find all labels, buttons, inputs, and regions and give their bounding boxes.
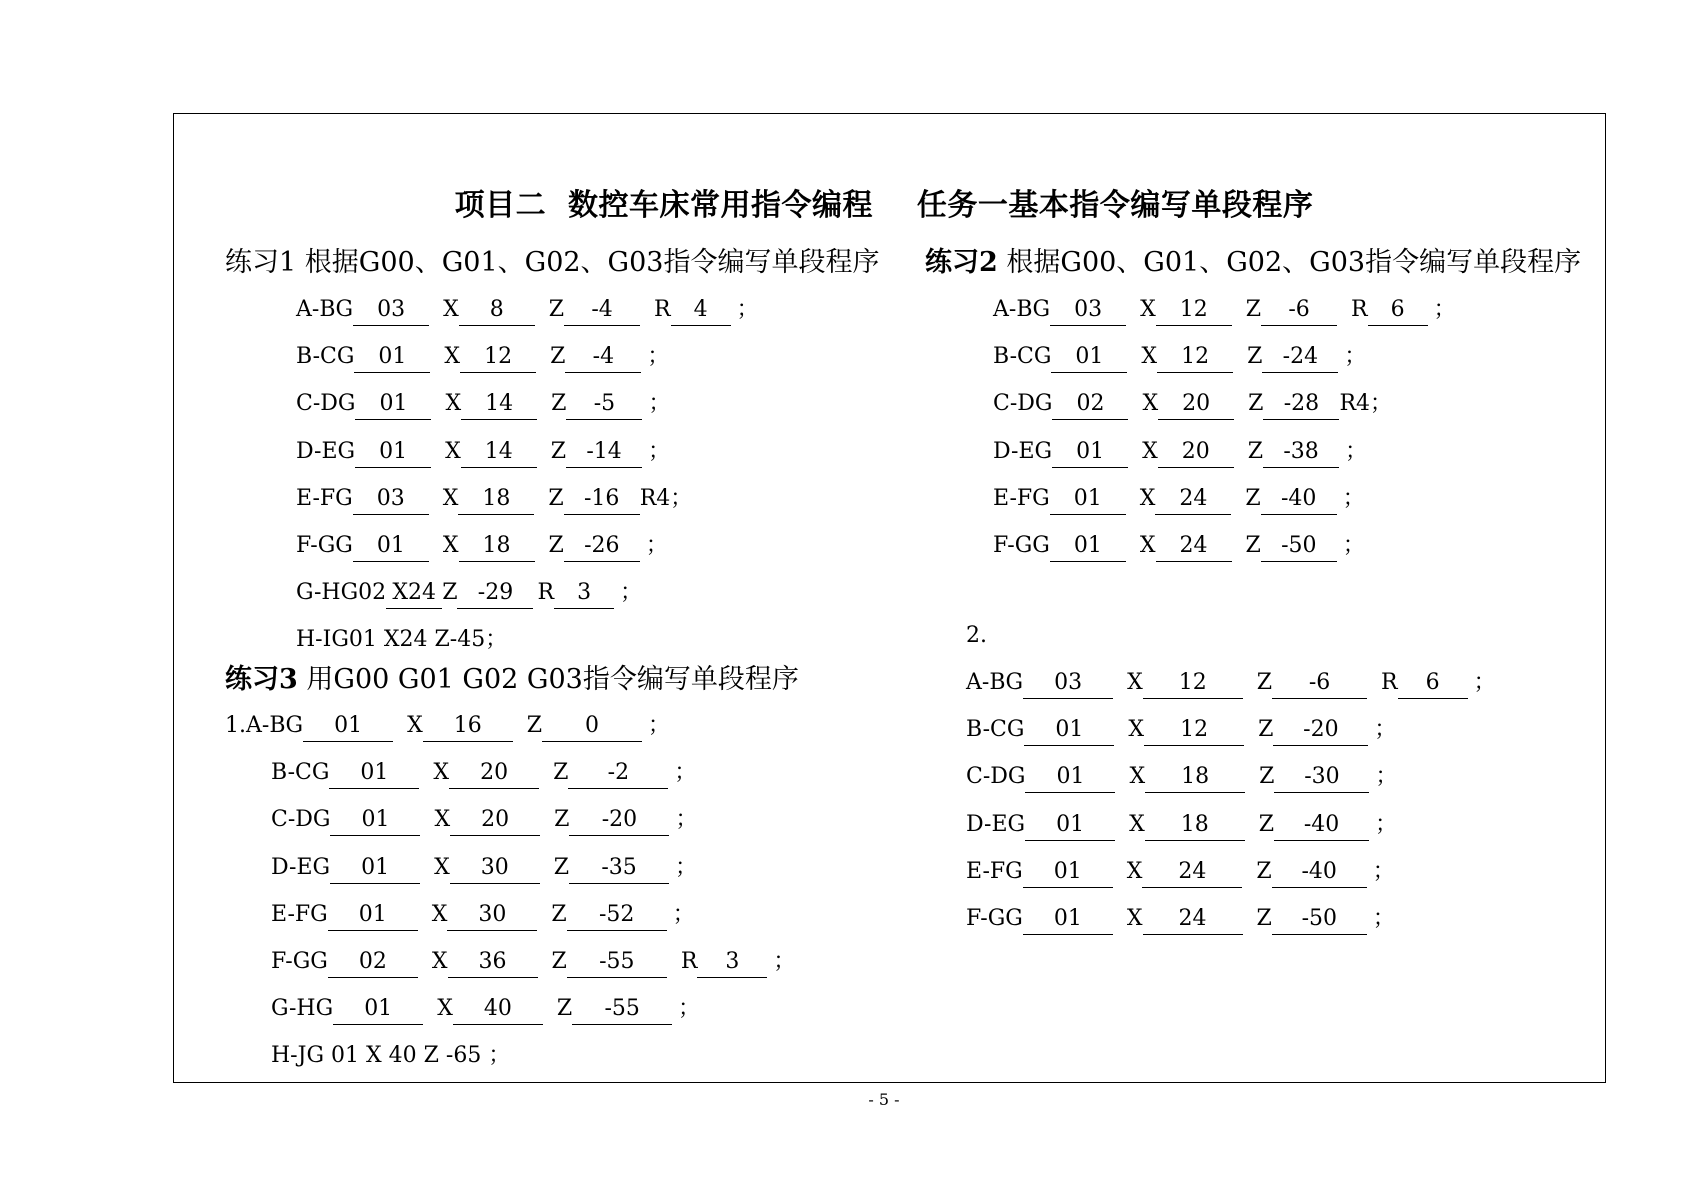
g-value: 03: [353, 484, 429, 515]
g-value: 01: [333, 994, 423, 1025]
exercise-number: 1.: [225, 713, 246, 738]
g-label: G: [1006, 717, 1025, 743]
line-tail: R4；: [1339, 391, 1393, 417]
x-label: X: [1126, 858, 1143, 884]
g-code: G02: [340, 580, 387, 606]
z-label: Z: [551, 949, 567, 974]
z-label: Z: [553, 854, 570, 880]
line-end: ；: [675, 807, 698, 833]
ex1-desc: 根据G00、G01、G02、G03指令编写单段程序: [296, 247, 880, 278]
line-end: ；: [645, 533, 668, 558]
x-label: X: [445, 391, 462, 417]
z-value: -40: [1274, 810, 1369, 841]
g-label: G: [1005, 670, 1024, 695]
segment-label: C-D: [296, 391, 338, 417]
g-label: G: [1034, 391, 1053, 417]
line-end: ；: [647, 344, 670, 370]
segment-label: D-E: [271, 854, 313, 880]
segment-label: E-F: [966, 858, 1006, 884]
z-label: Z: [1258, 811, 1275, 837]
z-label: Z: [554, 807, 570, 833]
z-value: -52: [567, 900, 667, 931]
x-label: X: [445, 438, 461, 464]
program-line: [296, 437, 670, 468]
g-label: G: [1033, 344, 1052, 370]
z-label: Z: [1248, 391, 1264, 417]
segment-label: F-G: [296, 533, 336, 558]
z-value: -16: [564, 484, 640, 515]
z-value: -40: [1261, 484, 1337, 515]
program-line: [271, 1041, 510, 1071]
z-label: Z: [551, 391, 567, 417]
z-label: Z: [548, 485, 564, 511]
x-label: X: [444, 344, 461, 370]
ex3-desc: 用G00 G01 G02 G03指令编写单段程序: [297, 664, 799, 695]
x-value: 16: [423, 711, 513, 742]
z-value: -4: [565, 342, 641, 373]
z-value: -26: [564, 531, 640, 562]
g-value: 03: [1023, 668, 1113, 699]
segment-label: D-E: [993, 438, 1035, 464]
x-value: 18: [1145, 762, 1245, 793]
line-end: ；: [1342, 485, 1365, 511]
x-value: 30: [450, 853, 540, 884]
x-label: X: [434, 807, 451, 833]
program-line: [296, 342, 669, 373]
z-value: -40: [1272, 857, 1367, 888]
line-end: ；: [648, 713, 671, 738]
x-label: X: [1129, 811, 1145, 837]
segment-label: E-F: [271, 901, 311, 927]
x-label: X: [1128, 717, 1145, 743]
z-value: -14: [566, 437, 642, 468]
z-value: -50: [1272, 904, 1367, 935]
program-line: [966, 810, 1397, 841]
z-value: -6: [1272, 668, 1367, 699]
g-value: 01: [1051, 342, 1127, 373]
segment-label: C-D: [993, 391, 1035, 417]
g-value: 01: [329, 758, 419, 789]
program-line: [296, 531, 668, 562]
x-label: X: [443, 297, 459, 322]
g-value: 01: [1050, 484, 1126, 515]
line-end: ；: [620, 580, 643, 606]
g-value: 01: [1023, 904, 1113, 935]
line-end: ；: [648, 438, 671, 464]
x-value: 24: [1155, 484, 1231, 515]
program-line: [271, 994, 700, 1025]
segment-label: F-G: [993, 533, 1033, 558]
segment-label: E-F: [993, 485, 1033, 511]
z-label: Z: [548, 533, 564, 558]
line-end: ；: [675, 854, 698, 880]
g-value: 01: [328, 900, 418, 931]
r-label: R: [537, 580, 555, 606]
x-value: 14: [461, 389, 537, 420]
line-end: ；: [1372, 858, 1395, 884]
z-label: Z: [1247, 344, 1263, 370]
segment-label: E-F: [296, 485, 336, 511]
z-label: Z: [1258, 717, 1274, 743]
x-label: X: [1127, 670, 1143, 695]
x-value: 8: [459, 295, 535, 326]
g-value: 01: [1052, 437, 1128, 468]
g-value: 01: [330, 805, 420, 836]
r-value: 3: [554, 578, 614, 609]
x-value: 24: [1143, 904, 1243, 935]
z-label: Z: [1256, 906, 1272, 931]
x-label: X: [1126, 906, 1143, 931]
x-label: X: [442, 533, 459, 558]
r-value: 6: [1368, 295, 1428, 326]
program-line: [271, 900, 695, 931]
line-end: ；: [1345, 438, 1368, 464]
segment-label: G-H: [271, 996, 316, 1022]
x-value: 12: [1143, 668, 1243, 699]
z-value: -55: [567, 947, 667, 978]
line-end: ；: [1374, 717, 1397, 743]
segment-label: B-C: [271, 760, 312, 786]
g-label: G: [285, 713, 304, 738]
r-value: 6: [1398, 668, 1468, 699]
x-label: X: [431, 901, 448, 927]
program-line: [966, 857, 1395, 888]
z-value: -24: [1262, 342, 1338, 373]
g-label: G: [337, 391, 356, 417]
z-label: Z: [553, 760, 569, 786]
g-label: G: [335, 533, 353, 558]
x-value: 40: [453, 994, 543, 1025]
ex3-label: 练习3: [225, 664, 298, 695]
page-title: 项目二 数控车床常用指令编程 任务一基本指令编写单段程序: [454, 188, 1314, 223]
g-value: 03: [1050, 295, 1126, 326]
r-label: R: [680, 949, 698, 974]
g-value: 01: [330, 853, 420, 884]
plain-code: G01 X24 Z-45；: [331, 627, 508, 653]
g-label: G: [311, 760, 330, 786]
x-value: 20: [1158, 389, 1234, 420]
line-tail: R4；: [639, 485, 693, 511]
x-value: 30: [447, 900, 537, 931]
g-label: G: [1005, 906, 1023, 931]
x-value: 12: [460, 342, 536, 373]
line-end: ；: [672, 901, 695, 927]
z-label: Z: [526, 713, 543, 738]
x-label: X: [1141, 344, 1158, 370]
program-line: [296, 295, 759, 326]
ex1-label: 练习1: [225, 247, 297, 278]
g-value: 01: [355, 437, 431, 468]
program-line: [271, 947, 795, 978]
g-value: 01: [354, 342, 430, 373]
g-label: G: [312, 854, 331, 880]
segment-label: F-G: [966, 906, 1006, 931]
x-value: 24: [1142, 857, 1242, 888]
segment-label: D-E: [296, 438, 338, 464]
x-label: X: [442, 485, 459, 511]
ex2-label: 练习2: [925, 247, 998, 278]
z-label: Z: [551, 901, 567, 927]
program-line: [993, 437, 1367, 468]
x-value: 18: [1145, 810, 1245, 841]
g-label: G: [310, 901, 328, 927]
segment-label: D-E: [966, 811, 1008, 837]
g-label: G: [335, 297, 354, 322]
segment-label: A-B: [246, 713, 286, 738]
page-number: - 5 -: [868, 1090, 900, 1109]
segment-label: B-C: [296, 344, 337, 370]
z-value: -20: [1273, 715, 1368, 746]
r-label: R: [654, 297, 671, 322]
z-value: -29: [457, 578, 533, 609]
plain-code: G 01 X 40 Z -65 ；: [306, 1043, 511, 1069]
line-end: ；: [1375, 764, 1398, 790]
g-value: 03: [353, 295, 429, 326]
g-value: 01: [1050, 531, 1126, 562]
z-label: Z: [548, 297, 565, 322]
ex2-desc: 根据G00、G01、G02、G03指令编写单段程序: [997, 247, 1582, 278]
z-label: Z: [550, 438, 567, 464]
segment-label: C-D: [271, 807, 313, 833]
line-end: ；: [1372, 906, 1395, 931]
exercise-number-2: 2.: [966, 623, 987, 648]
segment-label: B-C: [993, 344, 1034, 370]
ex1-heading: [225, 240, 879, 279]
segment-label: A-B: [966, 670, 1006, 695]
g-value: 01: [1023, 857, 1113, 888]
g-value: 01: [1025, 810, 1115, 841]
x-value: 20: [450, 805, 540, 836]
ex3-heading: [225, 657, 799, 696]
r-label: R: [1381, 670, 1398, 695]
x-label: X: [407, 713, 423, 738]
g-label: G: [336, 344, 355, 370]
g-label: G: [315, 996, 334, 1022]
program-line: [993, 389, 1392, 420]
z-value: -6: [1261, 295, 1337, 326]
segment-label: F-G: [271, 949, 311, 974]
x-value: 18: [458, 484, 534, 515]
x-label: X: [437, 996, 453, 1022]
z-value: -2: [568, 758, 668, 789]
g-value: 01: [355, 389, 431, 420]
x-label: X: [1129, 764, 1146, 790]
program-line: [993, 295, 1456, 326]
g-label: G: [335, 485, 353, 511]
program-line: [296, 484, 692, 515]
ex2-heading: [925, 240, 1581, 279]
g-label: G: [337, 438, 356, 464]
line-end: ；: [1473, 670, 1496, 695]
g-label: G: [1032, 297, 1051, 322]
segment-label: G-H: [296, 580, 341, 606]
g-label: G: [312, 807, 331, 833]
z-value: -35: [569, 853, 669, 884]
x-label: X: [1142, 391, 1159, 417]
program-line: [993, 484, 1365, 515]
z-value: -20: [569, 805, 669, 836]
x-label: X: [1142, 438, 1158, 464]
z-label: Z: [550, 344, 566, 370]
line-end: ；: [1344, 344, 1367, 370]
x-label: X: [1140, 297, 1156, 322]
z-label: Z: [1256, 670, 1273, 695]
program-line: [225, 711, 670, 742]
x-value: 20: [1158, 437, 1234, 468]
segment-label: H-I: [296, 627, 332, 653]
line-end: ；: [674, 760, 697, 786]
program-line: [966, 668, 1496, 699]
r-label: R: [1351, 297, 1368, 322]
g-value: 01: [1025, 762, 1115, 793]
z-value: -38: [1263, 437, 1339, 468]
z-label: Z: [442, 580, 458, 606]
r-value: 4: [671, 295, 731, 326]
x-value: 36: [448, 947, 538, 978]
z-value: -28: [1263, 389, 1339, 420]
x-label: X: [1139, 485, 1156, 511]
g-label: G: [1032, 533, 1050, 558]
z-value: -55: [572, 994, 672, 1025]
line-end: ；: [1433, 297, 1456, 322]
x-value: X24: [386, 578, 442, 609]
x-value: 12: [1156, 295, 1232, 326]
segment-label: B-C: [966, 717, 1007, 743]
program-line: [271, 758, 696, 789]
z-label: Z: [1247, 438, 1264, 464]
x-value: 14: [461, 437, 537, 468]
program-line: [271, 853, 697, 884]
z-label: Z: [1245, 533, 1261, 558]
g-label: G: [1007, 764, 1026, 790]
x-label: X: [1139, 533, 1156, 558]
z-label: Z: [1256, 858, 1272, 884]
x-value: 12: [1144, 715, 1244, 746]
z-value: -50: [1261, 531, 1337, 562]
program-line: [966, 715, 1396, 746]
g-value: 02: [328, 947, 418, 978]
program-line: [271, 805, 697, 836]
program-line: [993, 342, 1366, 373]
x-value: 24: [1156, 531, 1232, 562]
x-label: X: [431, 949, 448, 974]
r-value: 3: [697, 947, 767, 978]
g-value: 01: [353, 531, 429, 562]
line-end: ；: [1342, 533, 1365, 558]
g-label: G: [1034, 438, 1053, 464]
x-label: X: [433, 760, 450, 786]
segment-label: C-D: [966, 764, 1008, 790]
z-value: 0: [542, 711, 642, 742]
line-end: ；: [1375, 811, 1398, 837]
g-label: G: [1032, 485, 1050, 511]
g-label: G: [1007, 811, 1026, 837]
x-value: 20: [449, 758, 539, 789]
program-line: [966, 762, 1397, 793]
z-value: -4: [564, 295, 640, 326]
z-label: Z: [1259, 764, 1275, 790]
program-line: [296, 389, 670, 420]
line-end: ；: [678, 996, 701, 1022]
g-value: 01: [303, 711, 393, 742]
x-value: 18: [459, 531, 535, 562]
z-label: Z: [556, 996, 573, 1022]
line-end: ；: [773, 949, 796, 974]
program-line: [993, 531, 1365, 562]
segment-label: A-B: [993, 297, 1033, 322]
segment-label: A-B: [296, 297, 336, 322]
program-line: [966, 904, 1395, 935]
segment-label: H-J: [271, 1043, 307, 1069]
g-label: G: [1005, 858, 1023, 884]
program-line: [296, 578, 642, 609]
g-label: G: [310, 949, 328, 974]
x-value: 12: [1157, 342, 1233, 373]
line-end: ；: [736, 297, 759, 322]
z-label: Z: [1245, 297, 1262, 322]
g-value: 02: [1052, 389, 1128, 420]
z-label: Z: [1245, 485, 1261, 511]
z-value: -5: [566, 389, 642, 420]
z-value: -30: [1274, 762, 1369, 793]
x-label: X: [434, 854, 450, 880]
program-line: [296, 625, 507, 655]
line-end: ；: [648, 391, 671, 417]
g-value: 01: [1024, 715, 1114, 746]
